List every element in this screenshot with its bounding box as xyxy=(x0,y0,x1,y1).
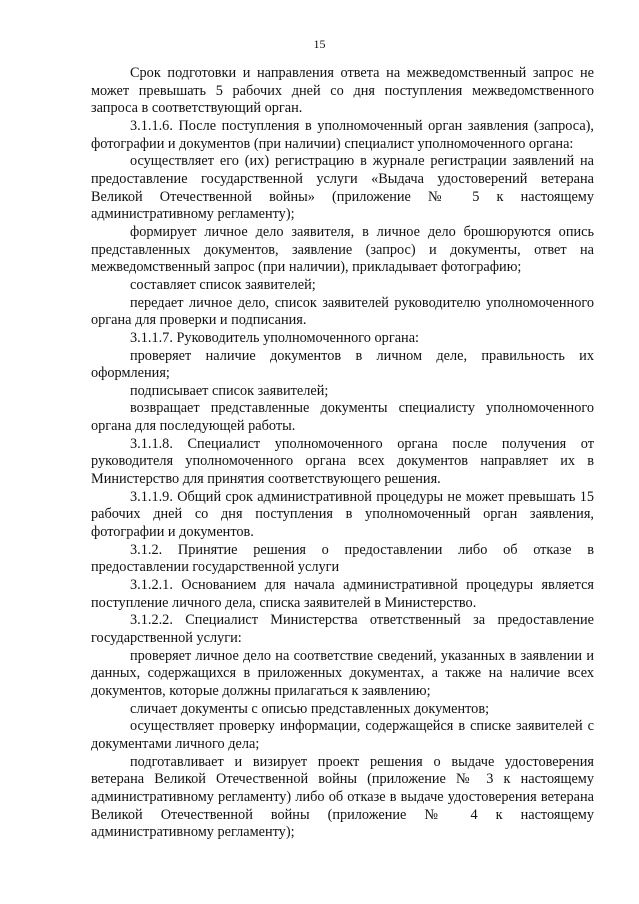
paragraph: сличает документы с описью представленных документов; xyxy=(130,700,490,717)
paragraph: осуществляет проверку информации, содержащейся в списке заявителей с документами личного дела; xyxy=(91,718,594,752)
paragraph: проверяет наличие документов в личном деле, правильность их оформления; xyxy=(91,347,594,382)
paragraph: подписывает список заявителей; xyxy=(130,382,329,399)
paragraph: 3.1.2.1. Основанием для начала административной процедуры является поступление личного дела, списка заявителей в Министерство. xyxy=(91,577,594,611)
paragraph: 3.1.1.8. Специалист уполномоченного органа после получения от руководителя уполномоченного органа всех документов направляет их в Министерство для принятия соответствующего решения. xyxy=(91,435,594,488)
paragraph: возвращает представленные документы специалисту уполномоченного органа для последующей работы. xyxy=(91,400,594,435)
paragraph: подготавливает и визирует проект решения о выдаче удостоверения ветерана Великой Отечественной войны (приложение № 3 к настоящему административному регламенту) либо об отказе в выдаче удостоверения ветерана Великой Отечественной войны (приложение № 4 к настоящему административному регламенту); xyxy=(91,753,594,841)
paragraph: проверяет личное дело на соответствие сведений, указанных в заявлении и данных, содержащихся в приложенных документах, а также на наличие всех документов, которые должны прилагаться к заявлению; xyxy=(91,647,594,699)
paragraph: 3.1.2. Принятие решения о предоставлении либо об отказе в предоставлении государственной услуги xyxy=(91,541,594,576)
page-number: 15 xyxy=(313,37,326,51)
paragraph: осуществляет его (их) регистрацию в журнале регистрации заявлений на предоставление государственной услуги «Выдача удостоверений ветерана Великой Отечественной войны» (приложение № 5 к настоящему административному регламенту); xyxy=(91,153,594,223)
paragraph: 3.1.2.2. Специалист Министерства ответственный за предоставление государственной услуги: xyxy=(91,612,594,646)
paragraph: составляет список заявителей; xyxy=(130,276,316,293)
paragraph: 3.1.1.9. Общий срок административной процедуры не может превышать 15 рабочих дней со дня поступления в уполномоченный орган заявления, фотографии и документов. xyxy=(91,488,594,541)
paragraph: формирует личное дело заявителя, в личное дело брошюруются опись представленных документов, заявление (запрос) и документы, ответ на межведомственный запрос (при наличии), прикладывает фотографию; xyxy=(91,223,594,276)
paragraph: 3.1.1.7. Руководитель уполномоченного органа: xyxy=(130,329,420,346)
paragraph: 3.1.1.6. После поступления в уполномоченный орган заявления (запроса), фотографии и документов (при наличии) специалист уполномоченного органа: xyxy=(91,117,594,152)
paragraph: Срок подготовки и направления ответа на межведомственный запрос не может превышать 5 рабочих дней со дня поступления межведомственного запроса в соответствующий орган. xyxy=(91,65,594,117)
document-body xyxy=(91,65,594,842)
paragraph: передает личное дело, список заявителей руководителю уполномоченного органа для проверки и подписания. xyxy=(91,294,594,329)
